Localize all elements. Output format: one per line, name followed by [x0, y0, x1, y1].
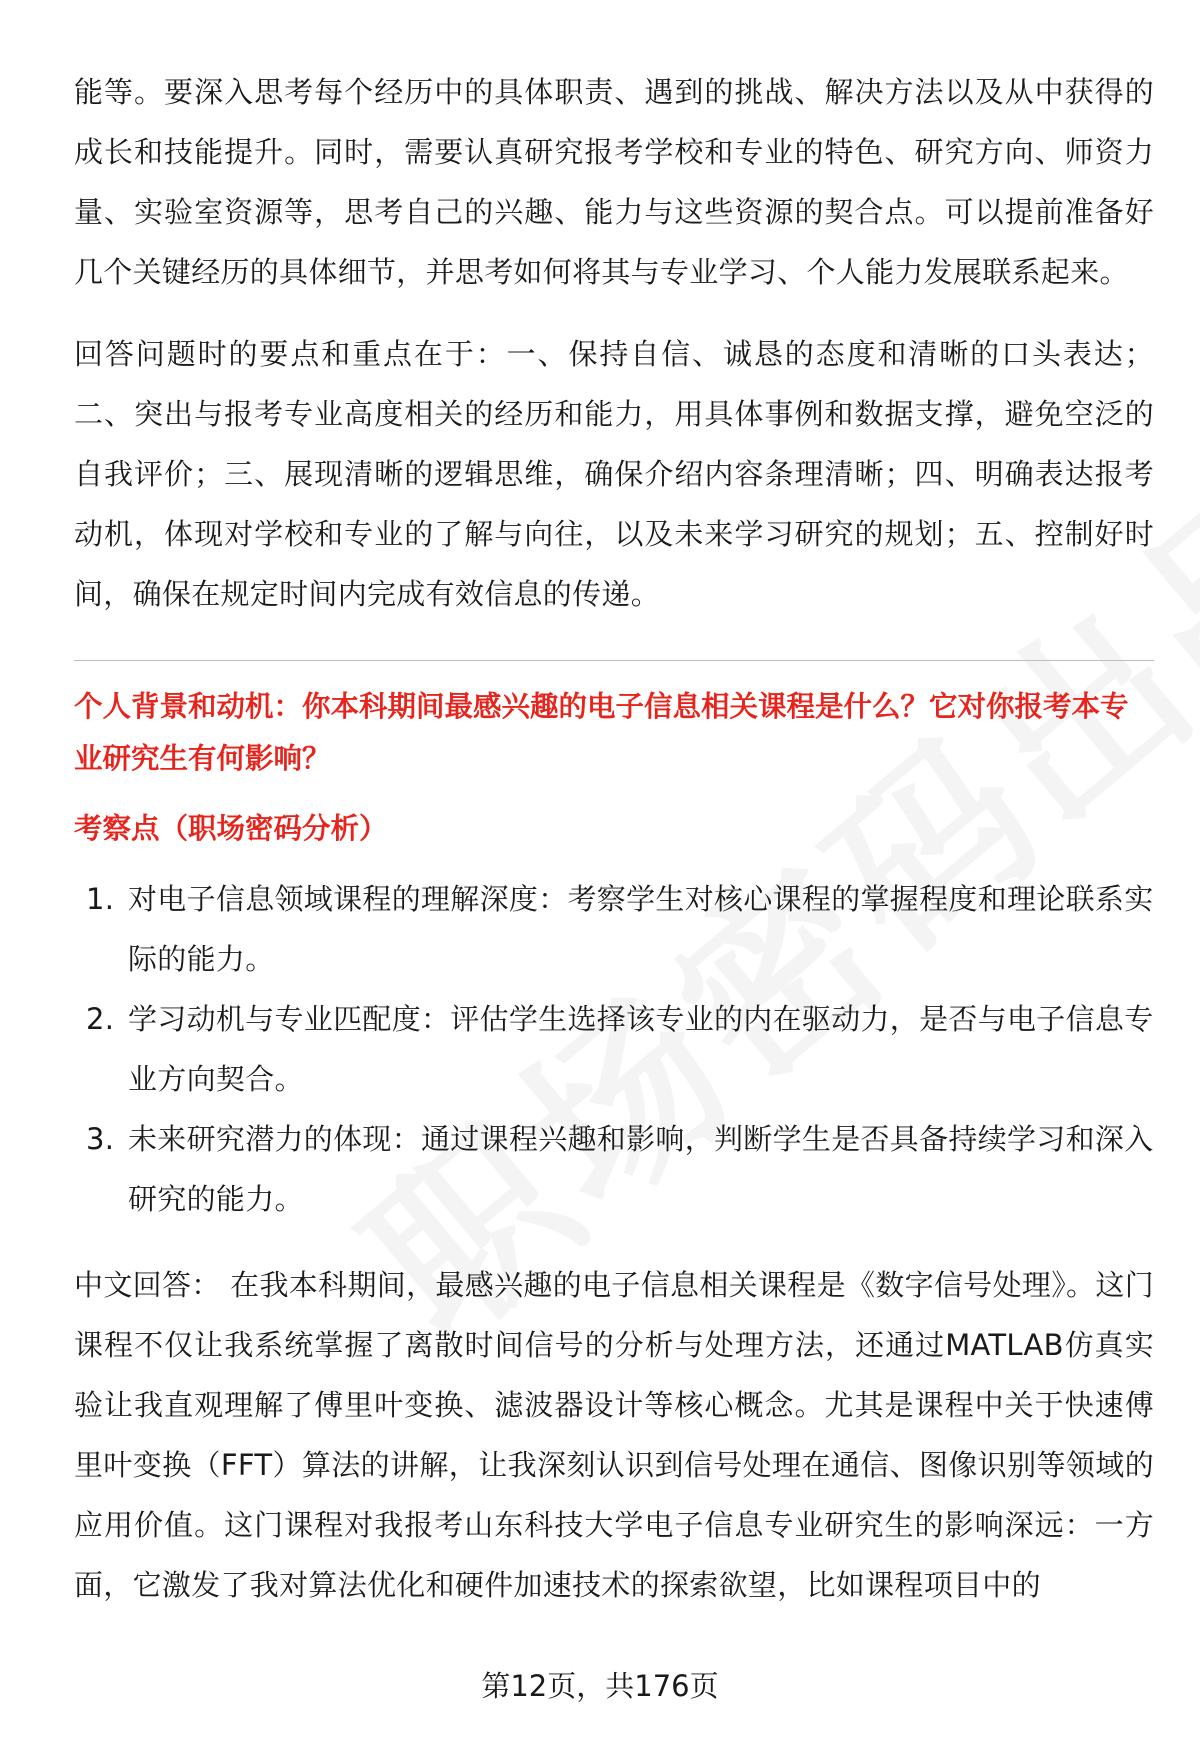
intro-paragraph-2: 回答问题时的要点和重点在于：一、保持自信、诚恳的态度和清晰的口头表达；二、突出与报考专业高度相关的经历和能力，用具体事例和数据支撑，避免空泛的自我评价；三、展现清晰的逻辑思维，确保介绍内容条理清晰；四、明确表达报考动机，体现对学校和专业的了解与向往，以及未来学习研究的规划；五、控制好时间，确保在规定时间内完成有效信息的传递。: [74, 337, 1154, 611]
list-item: [74, 869, 1154, 989]
answer-paragraph: 中文回答： 在我本科期间，最感兴趣的电子信息相关课程是《数字信号处理》。这门课程不仅让我系统掌握了离散时间信号的分析与处理方法，还通过MATLAB仿真实验让我直观理解了傅里叶变换、滤波器设计等核心概念。尤其是课程中关于快速傅里叶变换（FFT）算法的讲解，让我深刻认识到信号处理在通信、图像识别等领域的应用价值。这门课程对我报考山东科技大学电子信息专业研究生的影响深远：一方面，它激发了我对算法优化和硬件加速技术的探索欲望，比如课程项目中的: [74, 1268, 1154, 1602]
list-item-text: 对电子信息领域课程的理解深度：考察学生对核心课程的掌握程度和理论联系实际的能力。: [128, 882, 1154, 976]
assessment-points-title: 考察点（职场密码分析）: [74, 812, 388, 845]
list-item-number: 2.: [86, 1002, 115, 1036]
document-page: [74, 62, 1154, 1615]
list-item: [74, 989, 1154, 1109]
list-item-text: 未来研究潜力的体现：通过课程兴趣和影响，判断学生是否具备持续学习和深入研究的能力。: [128, 1122, 1154, 1216]
page-number-footer: 第12页，共176页: [481, 1669, 719, 1703]
assessment-points-list: [74, 869, 1154, 1229]
list-item-number: 3.: [86, 1122, 115, 1156]
list-item-number: 1.: [86, 882, 115, 916]
list-item-text: 学习动机与专业匹配度：评估学生选择该专业的内在驱动力，是否与电子信息专业方向契合。: [128, 1002, 1154, 1096]
section-divider: [74, 660, 1154, 661]
intro-paragraph-1: 能等。要深入思考每个经历中的具体职责、遇到的挑战、解决方法以及从中获得的成长和技能提升。同时，需要认真研究报考学校和专业的特色、研究方向、师资力量、实验室资源等，思考自己的兴趣、能力与这些资源的契合点。可以提前准备好几个关键经历的具体细节，并思考如何将其与专业学习、个人能力发展联系起来。: [74, 75, 1154, 289]
question-heading: 个人背景和动机：你本科期间最感兴趣的电子信息相关课程是什么？它对你报考本专业研究生有何影响？: [74, 690, 1129, 775]
list-item: [74, 1109, 1154, 1229]
